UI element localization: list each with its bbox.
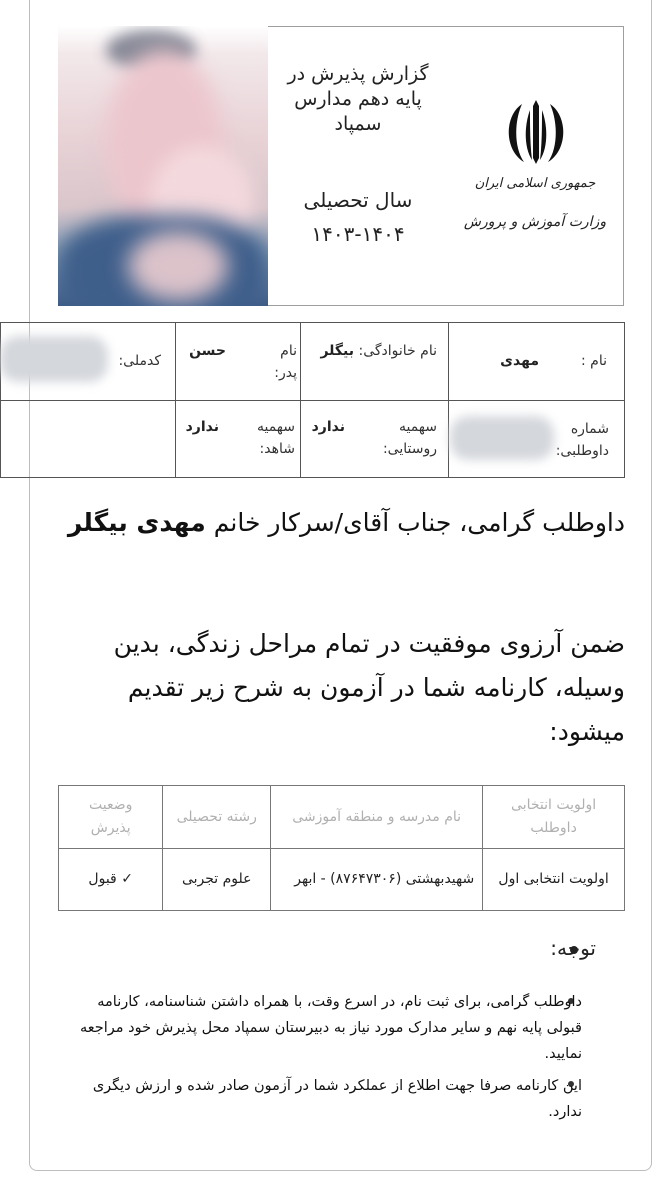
national-code-redacted bbox=[0, 336, 108, 382]
title-line-2: پایه دهم مدارس bbox=[294, 88, 422, 110]
intro-paragraph: ضمن آرزوی موفقیت در تمام مراحل زندگی، بدین وسیله، کارنامه شما در آزمون به شرح زیر تقدیم میشود: bbox=[113, 629, 625, 746]
rural-quota-value: ندارد bbox=[311, 419, 345, 435]
national-code-label: کدملی: bbox=[118, 353, 161, 369]
priority-cell: اولویت انتخابی اول bbox=[483, 849, 625, 911]
header-priority: اولویت انتخابی داوطلب bbox=[483, 786, 625, 849]
ministry-name: وزارت آموزش و پرورش bbox=[463, 214, 607, 230]
iran-emblem-icon bbox=[500, 98, 572, 166]
candidate-info-table bbox=[0, 322, 625, 478]
school-cell: شهیدبهشتی (۸۷۶۴۷۳۰۶) - ابهر bbox=[271, 849, 483, 911]
field-cell: علوم تجربی bbox=[163, 849, 271, 911]
note-heading: توجه: bbox=[550, 936, 596, 960]
header-status: وضعیت پذیرش bbox=[59, 786, 163, 849]
applicant-number-redacted bbox=[450, 416, 554, 460]
father-name-value: حسن bbox=[189, 343, 226, 359]
greeting-text: داوطلب گرامی، جناب آقای/سرکار خانم bbox=[213, 508, 625, 537]
shahed-quota-value: ندارد bbox=[185, 419, 219, 435]
applicant-number-label: شماره داوطلبی: bbox=[555, 421, 609, 459]
report-title bbox=[278, 62, 438, 137]
title-line-1: گزارش پذیرش در bbox=[287, 63, 429, 85]
results-table bbox=[58, 785, 625, 911]
greeting-paragraph bbox=[65, 503, 625, 543]
first-name-value: مهدی bbox=[500, 353, 539, 369]
academic-year-label: سال تحصیلی bbox=[303, 188, 413, 212]
header-field: رشته تحصیلی bbox=[163, 786, 271, 849]
candidate-photo bbox=[58, 26, 268, 306]
academic-year-value: ۱۴۰۳-۱۴۰۴ bbox=[311, 222, 405, 246]
title-line-3: سمپاد bbox=[334, 113, 382, 135]
government-name: جمهوری اسلامی ایران bbox=[474, 176, 596, 191]
list-item: این کارنامه صرفا جهت اطلاع از عملکرد شما در آزمون صادر شده و ارزش دیگری ندارد. bbox=[92, 1078, 582, 1120]
rural-quota-label: سهمیه روستایی: bbox=[382, 419, 437, 457]
candidate-full-name: مهدی بیگلر bbox=[67, 508, 206, 537]
first-name-label: نام : bbox=[581, 353, 607, 369]
family-name-value: بیگلر bbox=[320, 343, 354, 359]
shahed-quota-label: سهمیه شاهد: bbox=[256, 419, 295, 457]
status-badge: ✓ قبول bbox=[59, 849, 163, 911]
family-name-label: نام خانوادگی: bbox=[358, 343, 437, 359]
header-school: نام مدرسه و منطقه آموزشی bbox=[271, 786, 483, 849]
list-item: داوطلب گرامی، برای ثبت نام، در اسرع وقت، با همراه داشتن شناسنامه، کارنامه قبولی پایه نهم و سایر مدارک مورد نیاز به دبیرستان سمپاد محل پذیرش خود مراجعه نمایید. bbox=[80, 994, 582, 1062]
father-name-label: نام پدر: bbox=[274, 343, 297, 381]
table-row bbox=[59, 849, 625, 911]
